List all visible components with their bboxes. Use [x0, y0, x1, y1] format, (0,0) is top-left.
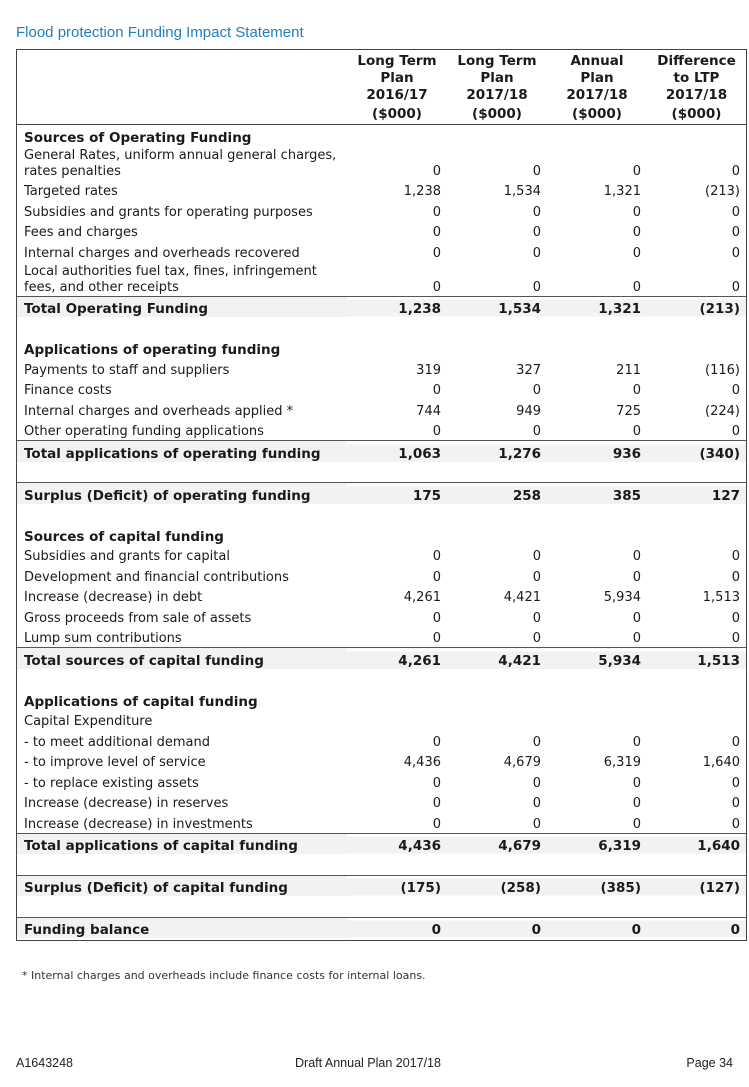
- row-label: Increase (decrease) in reserves: [24, 796, 229, 811]
- value-cell: 1,513: [647, 648, 746, 669]
- value-cell: 0: [731, 424, 740, 439]
- table-row: [17, 379, 746, 400]
- row-label: Total Operating Funding: [17, 296, 347, 317]
- value-cell: 0: [432, 424, 441, 439]
- value-cell: [347, 338, 447, 359]
- value-cell: 0: [731, 204, 740, 220]
- total-row: [17, 441, 746, 462]
- row-label: Total applications of capital funding: [17, 833, 347, 854]
- row-label: Targeted rates: [24, 184, 118, 199]
- column-header-line1: Long Term: [357, 53, 437, 69]
- value-cell: 0: [532, 204, 541, 220]
- value-cell: (340): [647, 441, 746, 462]
- row-label: Finance costs: [24, 383, 112, 398]
- value-cell: 0: [432, 245, 441, 261]
- value-cell: [547, 338, 647, 359]
- column-header-line2: Plan: [480, 70, 514, 86]
- value-cell: [347, 710, 447, 731]
- value-cell: 0: [432, 549, 441, 564]
- value-cell: 0: [632, 610, 641, 626]
- unit-text: ($000): [671, 106, 722, 122]
- row-label: Sources of Operating Funding: [24, 129, 252, 146]
- value-cell: 0: [532, 383, 541, 398]
- value-cell: 0: [532, 279, 541, 295]
- unit-text: ($000): [572, 106, 622, 122]
- value-cell: 0: [532, 775, 541, 791]
- value-cell: (224): [705, 403, 740, 419]
- table-row: [17, 812, 746, 833]
- value-cell: 0: [731, 279, 740, 295]
- value-cell: [447, 689, 547, 710]
- footnote: * Internal charges and overheads include finance costs for internal loans.: [22, 969, 426, 982]
- value-cell: 0: [632, 245, 641, 261]
- value-cell: 0: [432, 279, 441, 295]
- unit-cell: [447, 104, 547, 125]
- value-cell: 0: [731, 383, 740, 398]
- value-cell: 0: [432, 204, 441, 220]
- value-cell: 0: [632, 279, 641, 295]
- unit-cell: [347, 104, 447, 125]
- row-label: Total applications of operating funding: [17, 441, 347, 462]
- value-cell: 0: [731, 245, 740, 261]
- value-cell: 0: [731, 816, 740, 832]
- value-cell: 127: [647, 483, 746, 504]
- row-label: Surplus (Deficit) of operating funding: [17, 483, 347, 504]
- table-row: [17, 606, 746, 627]
- row-label: Development and financial contributions: [24, 569, 289, 585]
- column-header-ltp-2017-18: [447, 50, 547, 104]
- value-cell: 0: [731, 796, 740, 811]
- spacer-row: [17, 462, 746, 483]
- column-header-line3: 2017/18: [466, 87, 528, 103]
- value-cell: 0: [632, 816, 641, 832]
- value-cell: 0: [632, 775, 641, 791]
- table-row: [17, 792, 746, 813]
- column-header-line1: Difference: [657, 53, 736, 69]
- value-cell: 0: [547, 917, 647, 938]
- total-row: [17, 483, 746, 504]
- table-row: [17, 241, 746, 262]
- column-header-line2: Plan: [380, 70, 414, 86]
- value-cell: 0: [731, 569, 740, 585]
- value-cell: 1,276: [447, 441, 547, 462]
- value-cell: 4,421: [503, 590, 541, 605]
- table-row: [17, 358, 746, 379]
- value-cell: 0: [432, 816, 441, 832]
- row-label: Total sources of capital funding: [17, 648, 347, 669]
- value-cell: 0: [532, 734, 541, 750]
- row-label: - to replace existing assets: [24, 775, 199, 791]
- spacer-row: [17, 896, 746, 917]
- total-row: [17, 296, 746, 317]
- value-cell: 4,421: [447, 648, 547, 669]
- value-cell: 5,934: [547, 648, 647, 669]
- value-cell: [647, 689, 746, 710]
- table-row: [17, 565, 746, 586]
- value-cell: 6,319: [547, 833, 647, 854]
- value-cell: 0: [532, 225, 541, 240]
- value-cell: 0: [731, 631, 740, 646]
- row-label: Subsidies and grants for capital: [24, 549, 230, 564]
- value-cell: 0: [632, 204, 641, 220]
- value-cell: 4,261: [403, 590, 441, 605]
- funding-impact-table: [17, 50, 746, 938]
- value-cell: 4,261: [347, 648, 447, 669]
- footer-page-number: Page 34: [686, 1056, 733, 1070]
- total-row: [17, 833, 746, 854]
- spacer-row: [17, 504, 746, 525]
- statement-title: Flood protection Funding Impact Statement: [16, 24, 304, 41]
- row-label: Sources of capital funding: [24, 528, 224, 545]
- row-label: Internal charges and overheads applied *: [24, 403, 294, 419]
- value-cell: 1,534: [447, 296, 547, 317]
- value-cell: [347, 125, 447, 146]
- section-header-row: [17, 125, 746, 146]
- value-cell: [447, 710, 547, 731]
- value-cell: 936: [547, 441, 647, 462]
- value-cell: 0: [447, 917, 547, 938]
- header-row: [17, 50, 746, 104]
- value-cell: 0: [632, 383, 641, 398]
- value-cell: 0: [632, 569, 641, 585]
- row-label: Fees and charges: [24, 225, 138, 240]
- value-cell: 0: [432, 163, 441, 179]
- value-cell: 0: [347, 917, 447, 938]
- value-cell: 0: [532, 569, 541, 585]
- value-cell: (213): [705, 184, 740, 199]
- footer-doc-title: Draft Annual Plan 2017/18: [295, 1056, 441, 1070]
- table-row: [17, 710, 746, 731]
- table-row: [17, 221, 746, 242]
- value-cell: 1,238: [403, 184, 441, 199]
- value-cell: 175: [347, 483, 447, 504]
- row-label: Internal charges and overheads recovered: [24, 245, 300, 261]
- value-cell: 0: [731, 549, 740, 564]
- value-cell: 4,679: [447, 833, 547, 854]
- value-cell: 0: [432, 631, 441, 646]
- footer-doc-id: A1643248: [16, 1056, 74, 1070]
- value-cell: [547, 710, 647, 731]
- value-cell: [647, 125, 746, 146]
- value-cell: 1,640: [702, 755, 740, 770]
- total-row: [17, 875, 746, 896]
- spacer-cell: [17, 462, 746, 483]
- value-cell: 1,238: [347, 296, 447, 317]
- table-row: [17, 262, 746, 297]
- spacer-cell: [17, 317, 746, 338]
- value-cell: 0: [731, 775, 740, 791]
- header-label-cell: [17, 50, 347, 104]
- value-cell: 949: [516, 403, 541, 419]
- value-cell: 0: [432, 734, 441, 750]
- row-label: Surplus (Deficit) of capital funding: [17, 875, 347, 896]
- spacer-cell: [17, 896, 746, 917]
- spacer-row: [17, 854, 746, 875]
- section-header-row: [17, 689, 746, 710]
- column-header-difference-to-ltp: [647, 50, 746, 104]
- value-cell: 0: [432, 610, 441, 626]
- value-cell: 0: [632, 631, 641, 646]
- value-cell: 385: [547, 483, 647, 504]
- value-cell: 5,934: [603, 590, 641, 605]
- table-row: [17, 730, 746, 751]
- table-row: [17, 586, 746, 607]
- unit-text: ($000): [472, 106, 522, 122]
- section-header-row: [17, 338, 746, 359]
- column-header-line2: to LTP: [673, 70, 720, 86]
- row-label: Local authorities fuel tax, fines, infringement fees, and other receipts: [24, 263, 317, 295]
- column-header-line3: 2017/18: [665, 87, 728, 103]
- row-label: Increase (decrease) in investments: [24, 816, 253, 832]
- value-cell: 0: [731, 225, 740, 240]
- value-cell: 0: [731, 734, 740, 750]
- value-cell: 4,679: [503, 755, 541, 770]
- row-label: Other operating funding applications: [24, 424, 264, 439]
- value-cell: 1,640: [647, 833, 746, 854]
- unit-text: ($000): [372, 106, 422, 122]
- spacer-row: [17, 669, 746, 690]
- value-cell: 0: [432, 383, 441, 398]
- value-cell: [447, 125, 547, 146]
- table-row: [17, 771, 746, 792]
- value-cell: 1,321: [603, 184, 641, 199]
- total-row: [17, 917, 746, 938]
- table-header: [17, 50, 746, 125]
- value-cell: 0: [432, 569, 441, 585]
- row-label: Subsidies and grants for operating purposes: [24, 204, 313, 220]
- value-cell: 0: [532, 816, 541, 832]
- table-row: [17, 545, 746, 566]
- value-cell: 0: [532, 163, 541, 179]
- value-cell: 4,436: [347, 833, 447, 854]
- table-row: [17, 180, 746, 201]
- value-cell: 0: [731, 610, 740, 626]
- column-header-line3: 2017/18: [566, 87, 628, 103]
- table-row: [17, 146, 746, 180]
- spacer-row: [17, 317, 746, 338]
- value-cell: (116): [705, 362, 740, 378]
- funding-impact-table-container: [16, 49, 747, 941]
- column-header-annual-plan-2017-18: [547, 50, 647, 104]
- value-cell: (127): [647, 875, 746, 896]
- row-label: Increase (decrease) in debt: [24, 590, 203, 605]
- value-cell: 0: [731, 163, 740, 179]
- value-cell: 1,063: [347, 441, 447, 462]
- value-cell: [647, 710, 746, 731]
- table-body: [17, 125, 746, 939]
- value-cell: (385): [547, 875, 647, 896]
- unit-cell: [647, 104, 746, 125]
- units-row: [17, 104, 746, 125]
- value-cell: 0: [532, 610, 541, 626]
- units-label-cell: [17, 104, 347, 125]
- value-cell: [547, 689, 647, 710]
- value-cell: 258: [447, 483, 547, 504]
- value-cell: 4,436: [403, 755, 441, 770]
- value-cell: 0: [647, 917, 746, 938]
- row-label: - to meet additional demand: [24, 734, 210, 750]
- column-header-line2: Plan: [580, 70, 614, 86]
- value-cell: [547, 524, 647, 545]
- table-row: [17, 751, 746, 772]
- value-cell: [447, 524, 547, 545]
- spacer-cell: [17, 669, 746, 690]
- row-label: Funding balance: [17, 917, 347, 938]
- column-header-line3: 2016/17: [366, 87, 428, 103]
- value-cell: 1,513: [702, 590, 740, 605]
- row-label: Gross proceeds from sale of assets: [24, 610, 252, 626]
- value-cell: [347, 689, 447, 710]
- row-label: Capital Expenditure: [24, 714, 153, 729]
- value-cell: [547, 125, 647, 146]
- value-cell: [347, 524, 447, 545]
- table-row: [17, 200, 746, 221]
- total-row: [17, 648, 746, 669]
- value-cell: 0: [632, 225, 641, 240]
- row-label: Lump sum contributions: [24, 631, 182, 646]
- column-header-line1: Annual: [570, 53, 624, 69]
- value-cell: 0: [432, 775, 441, 791]
- value-cell: 0: [432, 796, 441, 811]
- row-label: General Rates, uniform annual general charges, rates penalties: [24, 147, 337, 179]
- value-cell: 319: [416, 362, 441, 378]
- value-cell: (258): [447, 875, 547, 896]
- value-cell: [647, 524, 746, 545]
- value-cell: [647, 338, 746, 359]
- value-cell: 0: [532, 631, 541, 646]
- spacer-cell: [17, 854, 746, 875]
- section-header-row: [17, 524, 746, 545]
- value-cell: 0: [532, 549, 541, 564]
- value-cell: 0: [532, 424, 541, 439]
- value-cell: 0: [632, 549, 641, 564]
- column-header-line1: Long Term: [457, 53, 537, 69]
- table-row: [17, 627, 746, 648]
- value-cell: 0: [432, 225, 441, 240]
- row-label: Applications of operating funding: [24, 342, 281, 358]
- value-cell: (175): [347, 875, 447, 896]
- row-label: Applications of capital funding: [24, 693, 258, 710]
- value-cell: 744: [416, 403, 441, 419]
- value-cell: 1,321: [547, 296, 647, 317]
- value-cell: 725: [616, 403, 641, 419]
- unit-cell: [547, 104, 647, 125]
- spacer-cell: [17, 504, 746, 525]
- value-cell: 327: [516, 362, 541, 378]
- table-row: [17, 399, 746, 420]
- value-cell: 0: [632, 734, 641, 750]
- row-label: - to improve level of service: [24, 755, 206, 770]
- value-cell: (213): [647, 296, 746, 317]
- value-cell: 0: [632, 424, 641, 439]
- value-cell: 1,534: [503, 184, 541, 199]
- row-label: Payments to staff and suppliers: [24, 362, 230, 378]
- value-cell: 0: [632, 163, 641, 179]
- value-cell: 0: [532, 245, 541, 261]
- table-row: [17, 420, 746, 441]
- column-header-ltp-2016-17: [347, 50, 447, 104]
- value-cell: 0: [532, 796, 541, 811]
- value-cell: 211: [616, 362, 641, 378]
- value-cell: 0: [632, 796, 641, 811]
- value-cell: 6,319: [603, 755, 641, 770]
- value-cell: [447, 338, 547, 359]
